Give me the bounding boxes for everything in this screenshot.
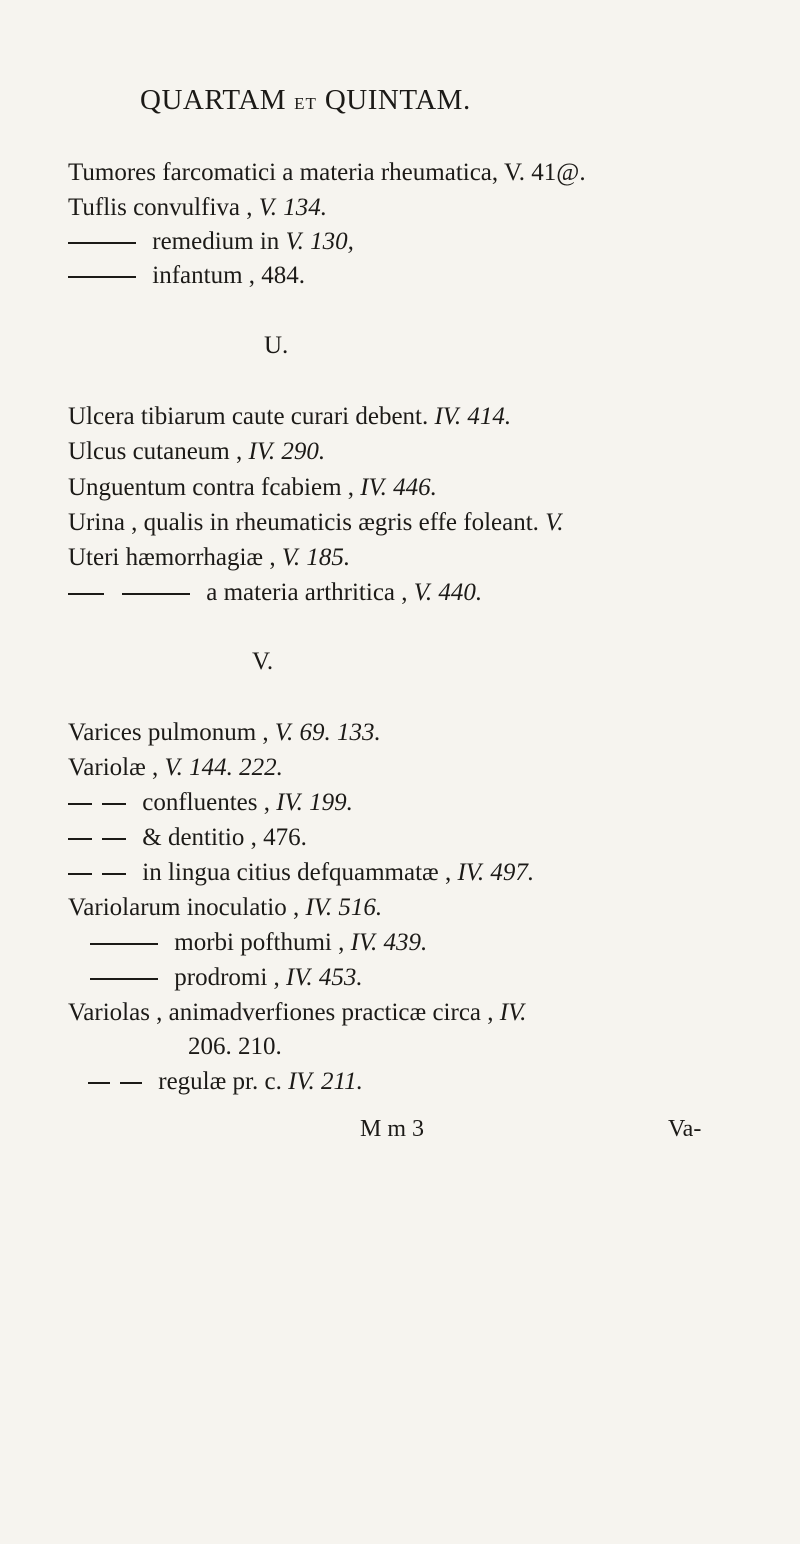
entry-ref: 484.	[261, 262, 306, 289]
running-head	[140, 84, 471, 117]
list-item	[88, 1067, 363, 1097]
entry-text: Varices pulmonum ,	[68, 719, 269, 746]
entry-text: infantum ,	[152, 262, 256, 289]
signature-mark: M m 3	[360, 1116, 425, 1142]
ditto-dash	[122, 593, 190, 595]
ditto-dash	[68, 593, 104, 595]
running-head-left: QUARTAM	[140, 84, 287, 116]
entry-text: a materia arthritica ,	[206, 579, 408, 606]
entry-text: 206. 210.	[188, 1033, 282, 1060]
running-head-mid: ET	[294, 94, 317, 113]
ditto-dash	[120, 1082, 142, 1084]
entry-text: Variolas , animadverfiones practicæ circa ,	[68, 999, 494, 1026]
entry-text: remedium in	[152, 228, 280, 255]
ditto-dash	[68, 276, 136, 278]
entry-text: Urina , qualis in rheumaticis ægris effe foleant.	[68, 509, 539, 536]
ditto-dash	[68, 242, 136, 244]
list-item	[68, 543, 350, 573]
entry-ref: 476.	[263, 824, 307, 851]
entry-ref: IV. 211.	[288, 1068, 363, 1095]
list-item	[68, 158, 586, 188]
list-item	[188, 1032, 282, 1062]
entry-ref: IV. 414.	[434, 403, 512, 430]
ditto-dash	[102, 873, 126, 875]
catchword: Va-	[668, 1116, 702, 1142]
list-item	[68, 508, 564, 538]
section-heading-u: U.	[264, 332, 289, 359]
ditto-dash	[102, 803, 126, 805]
entry-text: regulæ pr. c.	[158, 1068, 282, 1095]
entry-ref: IV.	[499, 999, 527, 1026]
entry-ref: V. 69. 133.	[274, 719, 381, 746]
entry-ref: V.	[545, 509, 564, 536]
list-item	[68, 963, 363, 993]
ditto-dash	[102, 838, 126, 840]
list-item	[68, 858, 534, 888]
ditto-dash	[90, 978, 158, 980]
entry-ref: IV. 497.	[457, 859, 535, 886]
list-item	[68, 473, 437, 503]
entry-ref: IV. 446.	[360, 474, 437, 501]
list-item	[68, 788, 353, 818]
entry-ref: IV. 290.	[248, 438, 326, 465]
entry-ref: V. 130,	[285, 228, 354, 255]
entry-ref: V. 134.	[258, 194, 328, 221]
entry-ref: V. 440.	[413, 579, 483, 606]
list-item	[68, 753, 283, 783]
section-heading-v: V.	[252, 648, 274, 675]
list-item	[68, 998, 526, 1028]
entry-ref: V. 185.	[281, 544, 351, 571]
list-item	[68, 193, 327, 223]
entry-ref: IV. 453.	[286, 964, 363, 991]
entry-text: in lingua citius defquammatæ ,	[142, 859, 452, 886]
entry-ref: IV. 439.	[350, 929, 428, 956]
entry-text: confluentes ,	[142, 789, 270, 816]
list-item	[68, 578, 482, 608]
list-item	[68, 928, 427, 958]
ditto-dash	[68, 803, 92, 805]
entry-text: Ulcera tibiarum caute curari debent.	[68, 403, 429, 430]
entry-ref: IV. 199.	[276, 789, 353, 816]
list-item	[68, 402, 511, 432]
entry-text: Ulcus cutaneum ,	[68, 438, 243, 465]
entry-text: Variolæ ,	[68, 754, 159, 781]
entry-text: & dentitio ,	[142, 824, 257, 851]
running-head-right: QUINTAM.	[324, 84, 471, 116]
entry-text: Tumores farcomatici a materia rheumatica,	[68, 159, 499, 186]
entry-text: prodromi ,	[174, 964, 280, 991]
entry-ref: V. 144. 222.	[164, 754, 283, 781]
entry-text: Variolarum inoculatio ,	[68, 894, 300, 921]
entry-ref: IV. 516.	[305, 894, 383, 921]
entry-text: Tuflis convulfiva ,	[68, 194, 253, 221]
ditto-dash	[68, 838, 92, 840]
list-item	[68, 261, 305, 291]
ditto-dash	[88, 1082, 110, 1084]
ditto-dash	[68, 873, 92, 875]
entry-text: Unguentum contra fcabiem ,	[68, 474, 355, 501]
list-item	[68, 823, 307, 853]
ditto-dash	[90, 943, 158, 945]
entry-ref: V. 41@.	[503, 159, 586, 186]
list-item	[68, 893, 382, 923]
entry-text: Uteri hæmorrhagiæ ,	[68, 544, 276, 571]
entry-text: morbi pofthumi ,	[174, 929, 345, 956]
list-item	[68, 718, 381, 748]
list-item	[68, 437, 325, 467]
list-item	[68, 227, 354, 257]
